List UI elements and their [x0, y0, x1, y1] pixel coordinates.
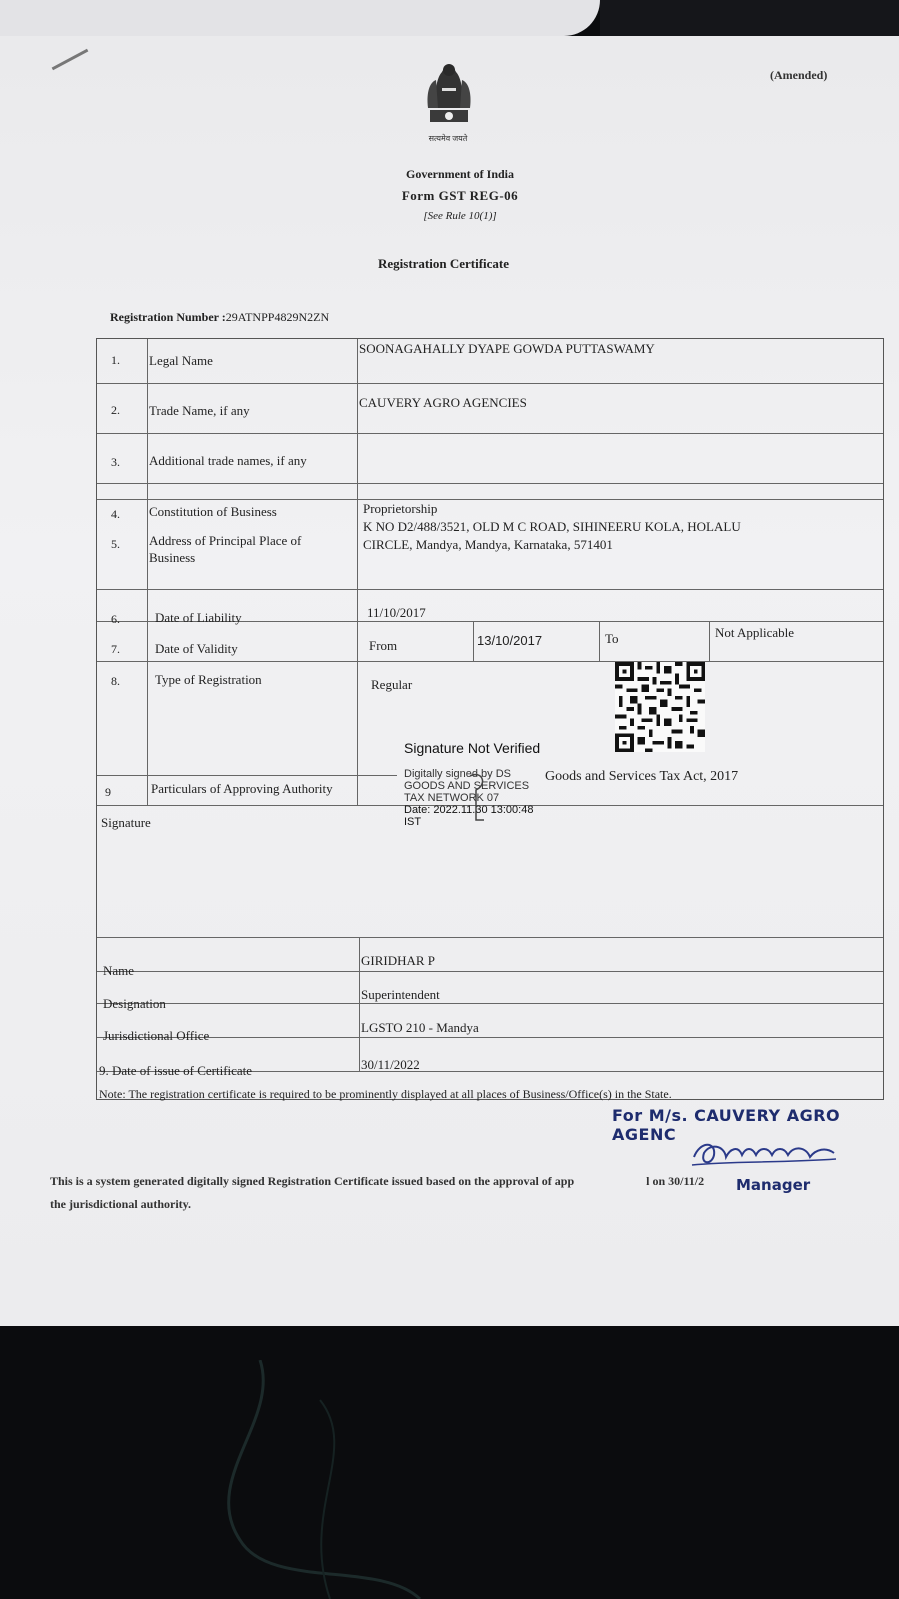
- form-label: Form GST REG-06: [401, 188, 519, 203]
- handwritten-signature: [690, 1135, 840, 1173]
- approving-authority-value: Goods and Services Tax Act, 2017: [545, 769, 739, 784]
- registration-type-value: Regular: [371, 677, 413, 692]
- row-divider: [97, 433, 883, 434]
- liability-label: Date of Liability: [155, 610, 242, 625]
- background-top: [600, 0, 899, 40]
- issue-date-label: 9. Date of issue of Certificate: [99, 1063, 253, 1078]
- signature-status: Signature Not Verified: [404, 740, 541, 756]
- check-mark-icon: [462, 772, 492, 826]
- jurisdictional-office-value: LGSTO 210 - Mandya: [361, 1020, 479, 1035]
- issue-date-value: 30/11/2022: [361, 1057, 420, 1072]
- signature-date: Date: 2022.11.30 13:00:48: [404, 804, 534, 816]
- col-divider: [599, 621, 600, 661]
- row-divider: [97, 383, 883, 384]
- page-title: Registration Certificate: [378, 256, 510, 271]
- registration-type-label: Type of Registration: [155, 672, 262, 687]
- address-label-cont: Business: [149, 550, 196, 565]
- background-cable: [120, 1360, 520, 1599]
- signature-line: Digitally signed by DS: [404, 768, 511, 780]
- designation-label: Designation: [103, 996, 166, 1011]
- signature-line: TAX NETWORK 07: [404, 792, 500, 804]
- officer-name-label: Name: [103, 963, 135, 978]
- col-divider: [357, 339, 358, 805]
- row-number: 1.: [111, 353, 120, 367]
- trade-name-value: CAUVERY AGRO AGENCIES: [359, 395, 527, 410]
- signature-line: GOODS AND SERVICES: [404, 780, 530, 792]
- col-divider: [147, 339, 148, 805]
- approving-authority-label: Particulars of Approving Authority: [151, 781, 333, 796]
- row-divider: [97, 661, 883, 662]
- government-label: Government of India: [406, 167, 514, 181]
- legal-name-label: Legal Name: [149, 353, 213, 368]
- row-number: 5.: [111, 537, 120, 551]
- validity-label: Date of Validity: [155, 641, 238, 656]
- row-number: 2.: [111, 403, 120, 417]
- row-divider: [97, 1037, 883, 1038]
- officer-name-value: GIRIDHAR P: [361, 953, 436, 968]
- footer-line: the jurisdictional authority.: [50, 1197, 192, 1211]
- qr-code-icon: [612, 662, 708, 752]
- address-value: K NO D2/488/3521, OLD M C ROAD, SIHINEERU KOLA, HOLALU: [363, 519, 741, 534]
- registration-number: [110, 310, 329, 325]
- registration-number-value: 29ATNPP4829N2ZN: [225, 310, 330, 324]
- constitution-value: Proprietorship: [363, 501, 438, 516]
- top-sheet: [0, 0, 600, 36]
- registration-number-label: Registration Number :: [110, 310, 226, 324]
- col-divider: [473, 621, 474, 661]
- note-text: Note: The registration certificate is required to be prominently displayed at all places of Business/Office(s) in the State.: [99, 1087, 672, 1101]
- additional-names-label: Additional trade names, if any: [149, 453, 307, 468]
- col-divider: [709, 621, 710, 661]
- rule-label: [See Rule 10(1)]: [423, 210, 497, 222]
- company-stamp: For M/s. CAUVERY AGRO AGENC: [612, 1106, 841, 1144]
- trade-name-label: Trade Name, if any: [149, 403, 250, 418]
- col-divider: [359, 937, 360, 1071]
- registration-table: [96, 338, 884, 1100]
- validity-from-value: 13/10/2017: [477, 633, 543, 648]
- designation-value: Superintendent: [361, 987, 440, 1002]
- row-divider: [97, 775, 397, 776]
- legal-name-value: SOONAGAHALLY DYAPE GOWDA PUTTASWAMY: [359, 341, 655, 356]
- amended-label: (Amended): [770, 68, 828, 82]
- liability-value: 11/10/2017: [367, 605, 426, 620]
- address-value-cont: CIRCLE, Mandya, Mandya, Karnataka, 571401: [363, 537, 613, 552]
- footer-line-end: l on 30/11/2: [646, 1174, 705, 1188]
- address-label: Address of Principal Place of: [149, 533, 302, 548]
- row-divider: [97, 1003, 883, 1004]
- validity-to-value: Not Applicable: [715, 625, 795, 640]
- signature-timezone: IST: [404, 816, 422, 828]
- emblem-motto: सत्यमेव जयते: [428, 134, 468, 143]
- row-number: 4.: [111, 507, 120, 521]
- row-number: 9: [105, 785, 111, 799]
- row-divider: [97, 937, 883, 938]
- signature-label: Signature: [101, 815, 151, 830]
- row-number: 3.: [111, 455, 120, 469]
- row-divider: [97, 483, 883, 484]
- footer-note: [50, 1170, 899, 1216]
- constitution-label: Constitution of Business: [149, 504, 277, 519]
- row-number: 7.: [111, 642, 120, 656]
- row-divider: [97, 589, 883, 590]
- row-divider: [97, 499, 883, 500]
- jurisdictional-office-label: Jurisdictional Office: [103, 1028, 210, 1043]
- row-divider: [97, 971, 883, 972]
- footer-line: This is a system generated digitally signed Registration Certificate issued based on the approval of app: [50, 1174, 575, 1188]
- national-emblem-icon: [420, 58, 478, 128]
- validity-from-label: From: [369, 638, 398, 653]
- validity-to-label: To: [605, 631, 619, 646]
- row-number: 8.: [111, 674, 120, 688]
- stamp-role: Manager: [736, 1176, 811, 1194]
- row-number: 6.: [111, 612, 120, 626]
